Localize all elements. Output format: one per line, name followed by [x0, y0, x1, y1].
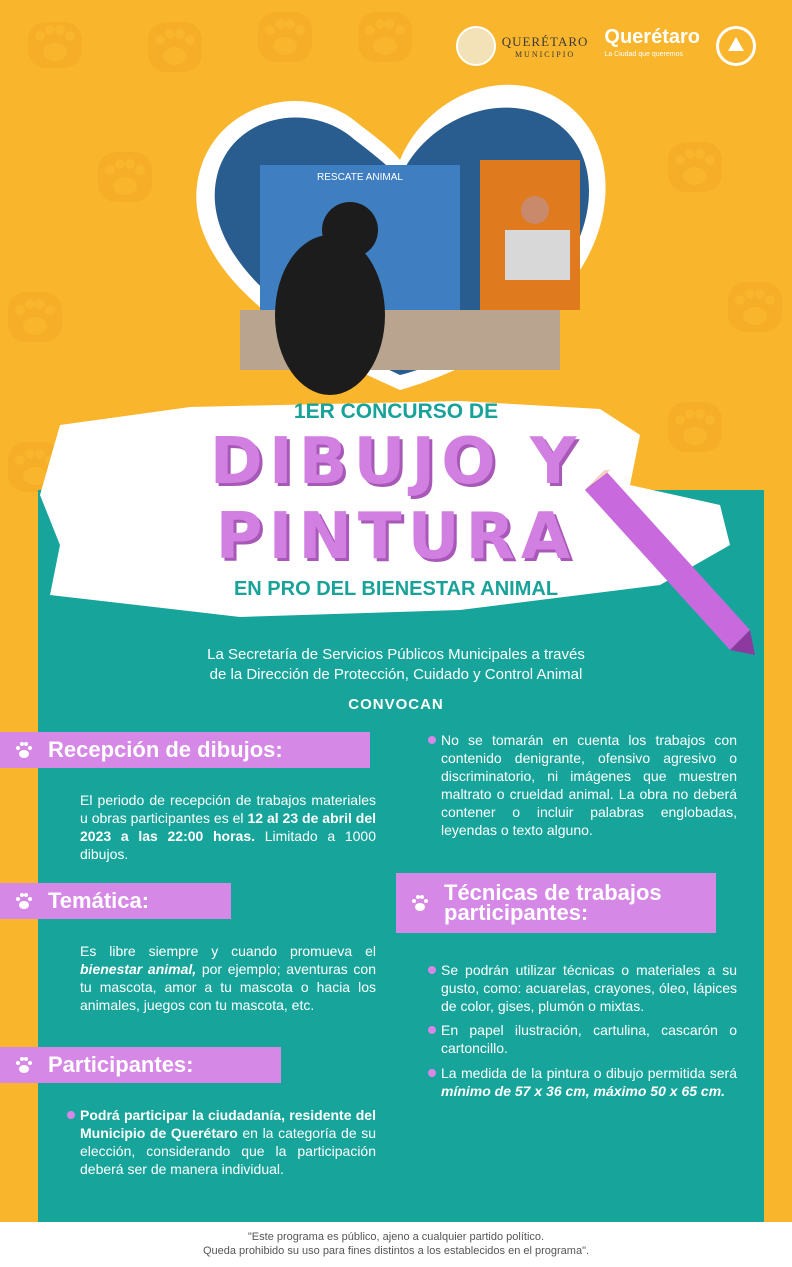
- tecnicas-heading-line2: participantes:: [444, 900, 589, 925]
- queretaro-logo-tagline: La Ciudad que queremos: [604, 51, 684, 58]
- recepcion-text-a: El periodo de recepción de trabajos materiales u obras participantes es el: [80, 792, 376, 826]
- municipio-logo: [456, 26, 589, 66]
- participantes-bullet-bold: Podrá participar la ciudadanía, residente del Municipio de Querétaro: [80, 1107, 376, 1141]
- paw-icon: [14, 740, 34, 760]
- recepcion-text: [80, 791, 376, 863]
- queretaro-logo: [604, 28, 700, 64]
- contest-title-dibujo: DIBUJO Y: [209, 425, 583, 499]
- footer-disclaimer: [0, 1222, 792, 1267]
- tematica-heading-text: Temática:: [48, 888, 150, 913]
- tematica-text-a: Es libre siempre y cuando promueva el: [80, 943, 376, 959]
- intro-text: [100, 645, 692, 685]
- bullet-dot: [428, 736, 436, 744]
- municipio-logo-sub: MUNICIPIO: [514, 49, 576, 59]
- black-dog: [275, 235, 385, 395]
- restricciones-bullet: [441, 731, 737, 839]
- municipio-seal-icon: [456, 26, 496, 66]
- participantes-heading-text: Participantes:: [48, 1052, 194, 1077]
- participantes-bullet-text: en la categoría de su elección, considerando que la participación deberá ser de manera individual.: [80, 1125, 376, 1177]
- tematica-text-c: por ejemplo; aventuras con tu mascota, amor a tu mascota o hacia los animales, juegos con tu mascota, etc.: [80, 961, 377, 1013]
- recepcion-heading: [0, 732, 370, 768]
- paw-print-icon: [350, 0, 420, 70]
- paw-print-icon: [20, 0, 90, 70]
- contest-subtitle: EN PRO DEL BIENESTAR ANIMAL: [233, 578, 559, 600]
- tecnicas-heading: [396, 873, 716, 933]
- bullet-dot: [428, 966, 436, 974]
- recepcion-dates: 12 al 23 de abril del 2023 a las 22:00 horas.: [80, 810, 377, 844]
- contest-title-pintura: PINTURA: [215, 500, 577, 574]
- tecnicas-bullet-2-text: En papel ilustración, cartulina, cascarón o cartoncillo.: [441, 1022, 737, 1056]
- girl-figure: [521, 196, 549, 224]
- footer-line2: Queda prohibido su uso para fines distintos a los establecidos en el programa".: [202, 1245, 590, 1257]
- tecnicas-bullet-3-text: La medida de la pintura o dibujo permitida será: [441, 1065, 737, 1081]
- tematica-heading: [0, 883, 231, 919]
- paw-print-icon: [660, 130, 730, 200]
- tecnicas-heading-line1: Técnicas de trabajos: [444, 880, 662, 905]
- bullet-dot: [428, 1026, 436, 1034]
- intro-line2: de la Dirección de Protección, Cuidado y Control Animal: [209, 666, 583, 683]
- paw-icon: [410, 893, 430, 913]
- bullet-dot: [428, 1069, 436, 1077]
- paw-print-icon: [720, 270, 790, 340]
- recepcion-limit: Limitado a 1000 dibujos.: [80, 828, 376, 862]
- hero-heart-photo: [180, 70, 620, 400]
- tecnicas-bullet-3: [441, 1064, 737, 1100]
- header-logos: [456, 26, 756, 66]
- tematica-text: [80, 942, 376, 1014]
- tecnicas-bullet-3-measures: mínimo de 57 x 36 cm, máximo 50 x 65 cm.: [441, 1083, 726, 1099]
- paw-print-icon: [250, 0, 320, 70]
- convocan-label: CONVOCAN: [348, 696, 444, 713]
- participantes-heading: [0, 1047, 281, 1083]
- tecnicas-bullet-2: [441, 1021, 737, 1057]
- tecnicas-bullet-1: [441, 961, 737, 1015]
- paw-icon: [14, 891, 34, 911]
- tematica-bienestar: bienestar animal,: [80, 961, 197, 977]
- contest-title-line1: 1ER CONCURSO DE: [293, 400, 499, 423]
- truck-text: RESCATE ANIMAL: [317, 172, 403, 183]
- bullet-dot: [67, 1111, 75, 1119]
- municipio-logo-name: QUERÉTARO: [501, 33, 589, 49]
- participantes-bullet: [80, 1106, 376, 1178]
- intro-line1: La Secretaría de Servicios Públicos Municipales a través: [207, 646, 585, 663]
- paw-print-icon: [90, 140, 160, 210]
- drawing-board: [505, 230, 570, 280]
- restricciones-text: No se tomarán en cuenta los trabajos con contenido denigrante, ofensivo agresivo o discriminatorio, ni imágenes que muestren maltrato o crueldad animal. La obra no deberá contener o incluir palabras englobadas, leyendas o texto alguno.: [441, 732, 737, 838]
- tecnicas-bullet-1-text: Se podrán utilizar técnicas o materiales a su gusto, como: acuarelas, crayones, óleo, lápices de color, gises, plumón o mixtas.: [441, 962, 737, 1014]
- paw-icon: [14, 1055, 34, 1075]
- queretaro-logo-name: Querétaro: [604, 26, 700, 48]
- recepcion-heading-text: Recepción de dibujos:: [48, 737, 283, 762]
- paw-print-icon: [0, 280, 70, 350]
- footer-line1: "Este programa es público, ajeno a cualquier partido político.: [247, 1231, 545, 1243]
- proteccion-animal-logo-icon: [716, 26, 756, 66]
